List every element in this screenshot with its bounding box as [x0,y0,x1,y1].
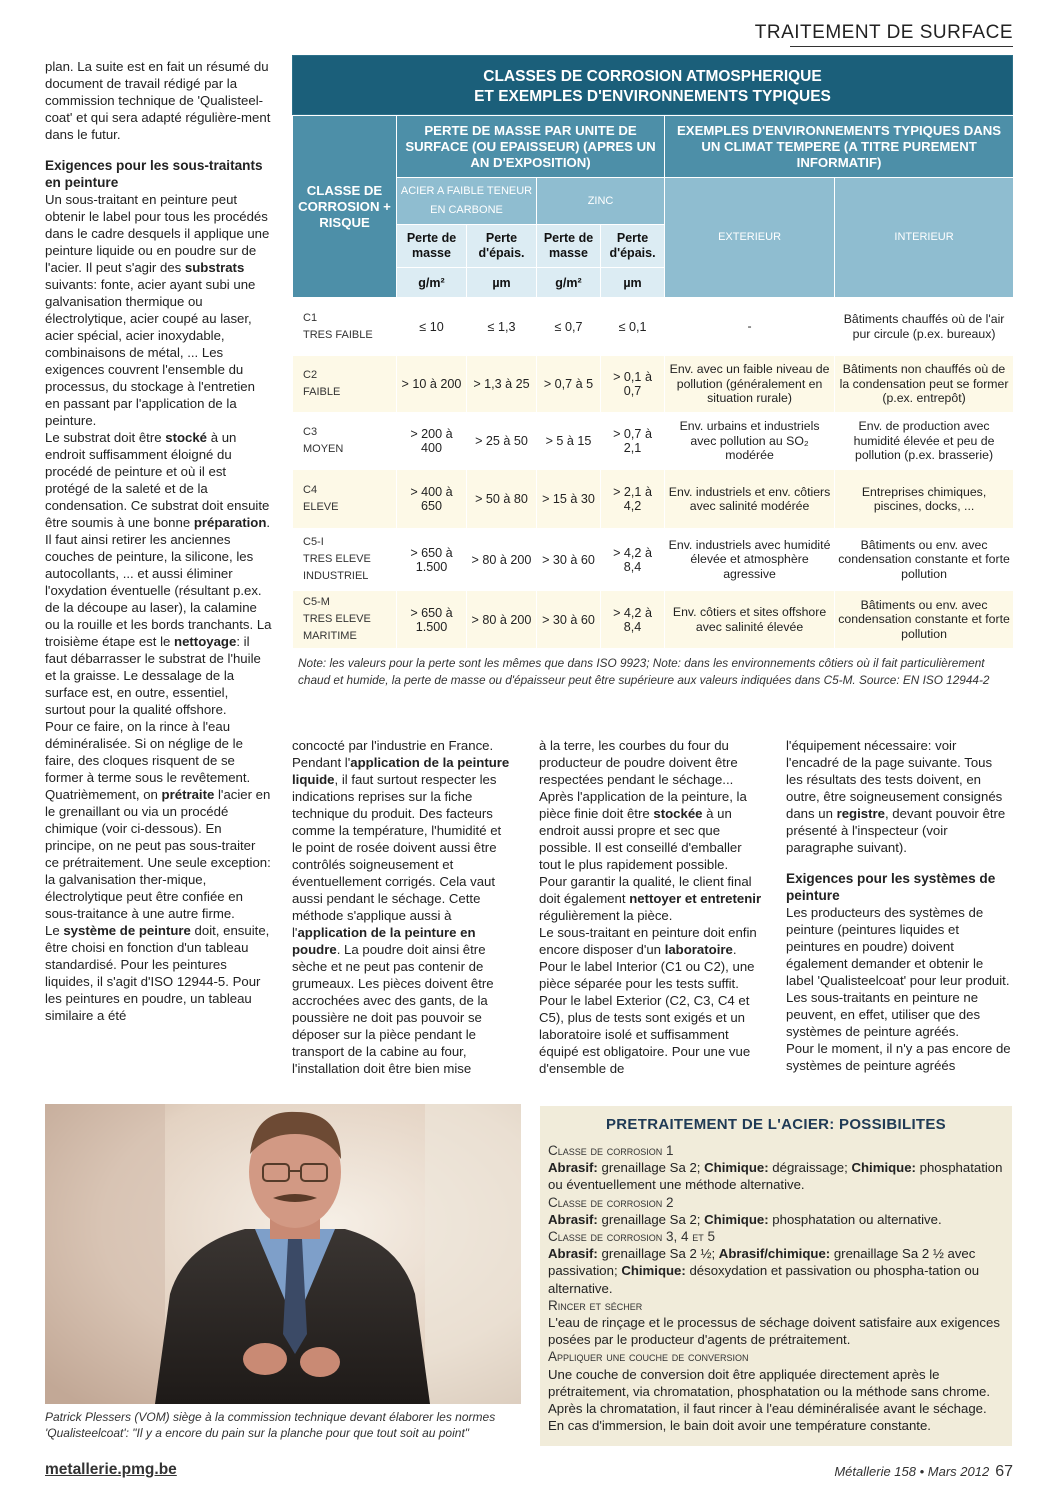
paragraph: Un sous-traitant en peinture peut obtenir le label pour tous les procédés dans le cadre desquels il applique une peinture liquide ou en poudre sur de l'acier. Il peut s'agir des substrats suivants: fonte, acier ayant subi une galvanisation thermique ou électrolytique, acier coupé au laser, acier spécial, acier inoxydable, combinaisons de métal, ... Les exigences couvrent l'ensemble du processus, du stockage à l'entretien en passant par l'application de la peinture. [45,192,270,428]
website-link[interactable]: metallerie.pmg.be [45,1461,177,1478]
table-row [293,413,1014,470]
class-code: C2 [303,369,318,381]
header-exterior: EXTERIEUR [665,178,835,298]
cell-steel-thickness: > 1,3 à 25 [467,356,537,413]
paragraph: Pendant l'application de la peinture liquide, il faut surtout respecter les indications reprises sur la fiche technique du produit. Des facteurs comme la température, l'humidité et le point de rosée doivent aussi être contrôlés soigneusement et éventuellement corrigés. Cela vaut aussi pendant le séchage. Cette méthode s'applique aussi à l'application de la peinture en poudre. La poudre doit ainsi être sèche et ne peut pas contenir de grumeaux. Les pièces doivent être accrochées avec des gants, de la poussière ne doit pas pouvoir se déposer sur la pièce pendant le transport de la cabine au four, l'installation doit être bien mise [292,755,510,1076]
cell-steel-mass: > 200 à 400 [397,413,467,470]
page-number: 67 [995,1463,1013,1480]
section-header: TRAITEMENT DE SURFACE [754,22,1013,43]
pretreatment-subheading: Classe de corrosion 1 [548,1143,674,1158]
paragraph: plan. La suite est en fait un résumé du document de travail rédigé par la commission technique de 'Qualisteel-coat' et qui sera adapté régulière-ment dans le futur. [45,59,271,142]
cell-steel-mass: > 650 à 1.500 [397,529,467,591]
table-row [293,298,1014,356]
table-row [293,591,1014,649]
row-class [293,298,397,356]
paragraph: à la terre, les courbes du four du producteur de poudre doivent être respectées pendant le séchage... [539,738,738,787]
cell-exterior: Env. avec un faible niveau de pollution (généralement en situation rurale) [665,356,835,413]
class-risk: TRES FAIBLE [303,328,373,341]
speaker-photo-illustration [45,1104,521,1404]
table-row [293,470,1014,529]
header-environments: EXEMPLES D'ENVIRONNEMENTS TYPIQUES DANS UN CLIMAT TEMPERE (A TITRE PUREMENT INFORMATIF) [665,116,1014,178]
cell-zinc-mass: > 0,7 à 5 [537,356,601,413]
pretreatment-text: Abrasif: grenaillage Sa 2; Chimique: dégraissage; Chimique: phosphatation ou éventuellement une méthode alternative. [548,1160,1003,1193]
cell-exterior: Env. industriels avec humidité élevée et atmosphère agressive [665,529,835,591]
paragraph: concocté par l'industrie en France. [292,738,494,753]
photo-caption: Patrick Plessers (VOM) siège à la commission technique devant élaborer les normes 'Qualisteelcoat': "Il y a encore du pain sur la planche pour que tout soit au point" [45,1410,496,1440]
class-code: C1 [303,311,318,324]
class-risk: TRES ELEVE INDUSTRIEL [303,553,371,582]
header-mass-loss: PERTE DE MASSE PAR UNITE DE SURFACE (OU EPAISSEUR) (APRES UN AN D'EXPOSITION) [397,116,665,178]
paragraph: l'équipement nécessaire: voir l'encadré de la page suivante. Tous les résultats des tests doivent, en outre, être soigneusement consignés dans un registre, devant pouvoir être présenté à l'inspecteur (voir paragraphe suivant). [786,738,1006,855]
class-code: C5-I [303,536,324,548]
cell-zinc-thickness: ≤ 0,1 [601,298,665,356]
pretreatment-text: Abrasif: grenaillage Sa 2 ½; Abrasif/chimique: grenaillage Sa 2 ½ avec passivation; Chimique: désoxydation et passivation ou phospha-tation ou alternative. [548,1246,980,1296]
cell-steel-thickness: > 25 à 50 [467,413,537,470]
class-code: C4 [303,484,318,496]
cell-steel-thickness: > 80 à 200 [467,529,537,591]
header-steel: ACIER A FAIBLE TENEUR EN CARBONE [397,178,537,225]
paragraph: Après l'application de la peinture, la pièce finie doit être stockée à un endroit aussi propre et sec que possible. Il est conseillé d'emballer tout le plus rapidement possible. [539,789,747,872]
pretreatment-subheading: Classe de corrosion 2 [548,1194,674,1210]
paragraph: Pour garantir la qualité, le client final doit également nettoyer et entretenir régulièrement la pièce. [539,874,762,923]
cell-zinc-mass: ≤ 0,7 [537,298,601,356]
cell-zinc-mass: > 5 à 15 [537,413,601,470]
column-3 [539,737,763,1077]
pretreatment-subheading: Classe de corrosion 3, 4 et 5 [548,1229,716,1245]
paragraph: Le substrat doit être stocké à un endroit suffisamment éloigné du procédé de peinture et où il est protégé de la saleté et de la condensation. Ce substrat doit ensuite être soumis à une bonne préparation. Il faut ainsi retirer les anciennes couches de peinture, la silicone, les autocollants, ... et aussi éliminer l'oxydation éventuelle (résultant p.ex. de la découpe au laser), la calamine ou la rouille et les bords tranchants. La troisième étape est le nettoyage: il faut débarrasser le substrat de l'huile et la graisse. Le dessalage de la surface est, en outre, essentiel, surtout pour la qualité offshore. [45,430,272,717]
unit-thickness: µm [601,268,665,298]
column-4 [786,737,1012,1074]
table-note: Note: les valeurs pour la perte sont les mêmes que dans ISO 9923; Note: dans les environnements côtiers où il fait particulièrement chaud et humide, la perte de masse ou d'épaisseur peut être supérieure aux valeurs indiquées dans C5-M. Source: EN ISO 12944-2 [298,656,990,687]
cell-interior: Env. de production avec humidité élevée et peu de pollution (p.ex. brasserie) [835,413,1014,470]
paragraph: Pour le moment, il n'y a pas encore de systèmes de peinture agréés [786,1041,1011,1073]
pretreatment-text: L'eau de rinçage et le processus de séchage doivent satisfaire aux exigences posées par le producteur d'agents de prétraitement. [548,1315,1000,1348]
footer-issue: Métallerie 158 • Mars 2012 67 [834,1463,1013,1480]
pretreatment-text: Une couche de conversion doit être appliquée directement après le prétraitement, via chromatation, phosphatation ou la méthode sans chrome. Après la chromatation, il faut rincer à l'eau déminéralisée avant le séchage. En cas d'immersion, le bain doit avoir une température constante. [548,1366,991,1434]
row-class [293,413,397,470]
subheading: Exigences pour les systèmes de peinture [786,871,996,903]
header-class: CLASSE DE CORROSION + RISQUE [293,116,397,298]
paragraph: Le sous-traitant en peinture doit enfin encore disposer d'un laboratoire. Pour le label Interior (C1 ou C2), une pièce séparée pour les tests suffit. Pour le label Exterior (C2, C3, C4 et C5), plus de tests sont exigés et un laboratoire isolé et suffisamment équipé est obligatoire. Pour une vue d'ensemble de [539,925,757,1076]
subheading: Exigences pour les sous-traitants en peinture [45,158,263,190]
cell-zinc-thickness: > 2,1 à 4,2 [601,470,665,529]
unit-mass: g/m² [397,268,467,298]
cell-zinc-mass: > 30 à 60 [537,529,601,591]
cell-interior: Bâtiments chauffés où de l'air pur circule (p.ex. bureaux) [835,298,1014,356]
header-mass: Perte de masse [537,225,601,268]
header-interior: INTERIEUR [835,178,1014,298]
class-risk: TRES ELEVE MARITIME [303,613,371,642]
row-class [293,470,397,529]
cell-exterior: - [665,298,835,356]
cell-steel-thickness: > 80 à 200 [467,591,537,649]
unit-thickness: µm [467,268,537,298]
pretreatment-subheading: Appliquer une couche de conversion [548,1349,749,1365]
pretreatment-text: Abrasif: grenaillage Sa 2; Chimique: phosphatation ou alternative. [548,1211,942,1227]
cell-steel-thickness: ≤ 1,3 [467,298,537,356]
cell-steel-mass: > 400 à 650 [397,470,467,529]
column-2 [292,737,514,1077]
cell-steel-mass: > 650 à 1.500 [397,591,467,649]
header-thickness: Perte d'épais. [467,225,537,268]
paragraph: Les producteurs des systèmes de peinture (peintures liquides et peintures en poudre) doivent également demander et obtenir le label 'Qualisteelcoat' pour leur produit. Les sous-traitants en peinture ne peuvent, en effet, utiliser que des systèmes de peinture agréés. [786,905,1010,1039]
cell-interior: Bâtiments non chauffés où de la condensation peut se former (p.ex. entrepôt) [835,356,1014,413]
cell-steel-mass: ≤ 10 [397,298,467,356]
corrosion-table-grid [292,115,1014,649]
corrosion-table [292,55,1013,689]
table-row [293,356,1014,413]
cell-exterior: Env. côtiers et sites offshore avec salinité élevée [665,591,835,649]
cell-steel-mass: > 10 à 200 [397,356,467,413]
table-title: CLASSES DE CORROSION ATMOSPHERIQUE ET EXEMPLES D'ENVIRONNEMENTS TYPIQUES [292,55,1013,115]
cell-interior: Bâtiments ou env. avec condensation constante et forte pollution [835,591,1014,649]
pretreatment-box [540,1106,1012,1446]
class-risk: ELEVE [303,501,339,513]
header-rule [790,46,1013,47]
cell-zinc-thickness: > 0,7 à 2,1 [601,413,665,470]
cell-zinc-mass: > 30 à 60 [537,591,601,649]
cell-zinc-thickness: > 0,1 à 0,7 [601,356,665,413]
cell-zinc-thickness: > 4,2 à 8,4 [601,591,665,649]
row-class [293,591,397,649]
portrait-photo [45,1104,521,1404]
table-row [293,529,1014,591]
unit-mass: g/m² [537,268,601,298]
class-risk: FAIBLE [303,386,341,398]
class-risk: MOYEN [303,443,344,455]
row-class [293,529,397,591]
cell-zinc-thickness: > 4,2 à 8,4 [601,529,665,591]
paragraph: Pour ce faire, on la rince à l'eau déminéralisée. Si on néglige de le faire, des cloques risquent de se former à terme sous le revêtement. Quatrièmement, on prétraite l'acier en le grenaillant ou via un procédé chimique (voir ci-dessous). En principe, on ne peut pas sous-traiter ce prétraitement. Une seule exception: la galvanisation ther-mique, électrolytique peut être confiée en sous-traitance à une autre firme. [45,719,271,921]
pretreatment-subheading: Rincer et sécher [548,1297,643,1313]
cell-interior: Entreprises chimiques, piscines, docks, ... [835,470,1014,529]
cell-exterior: Env. industriels et env. côtiers avec salinité modérée [665,470,835,529]
header-thickness: Perte d'épais. [601,225,665,268]
table-body [293,298,1014,649]
cell-exterior: Env. urbains et industriels avec pollution au SO₂ modérée [665,413,835,470]
class-code: C3 [303,426,318,438]
row-class [293,356,397,413]
header-zinc: ZINC [537,178,665,225]
cell-steel-thickness: > 50 à 80 [467,470,537,529]
cell-interior: Bâtiments ou env. avec condensation constante et forte pollution [835,529,1014,591]
header-mass: Perte de masse [397,225,467,268]
pretreatment-body [548,1142,1006,1434]
cell-zinc-mass: > 15 à 30 [537,470,601,529]
paragraph: Le système de peinture doit, ensuite, être choisi en fonction d'un tableau standardisé. Pour les peintures liquides, il s'agit d'ISO 12944-5. Pour les peintures en poudre, un tableau similaire a été [45,923,270,1023]
class-code: C5-M [303,596,330,608]
pretreatment-title: PRETRAITEMENT DE L'ACIER: POSSIBILITES [606,1116,946,1133]
column-1 [45,58,272,1024]
